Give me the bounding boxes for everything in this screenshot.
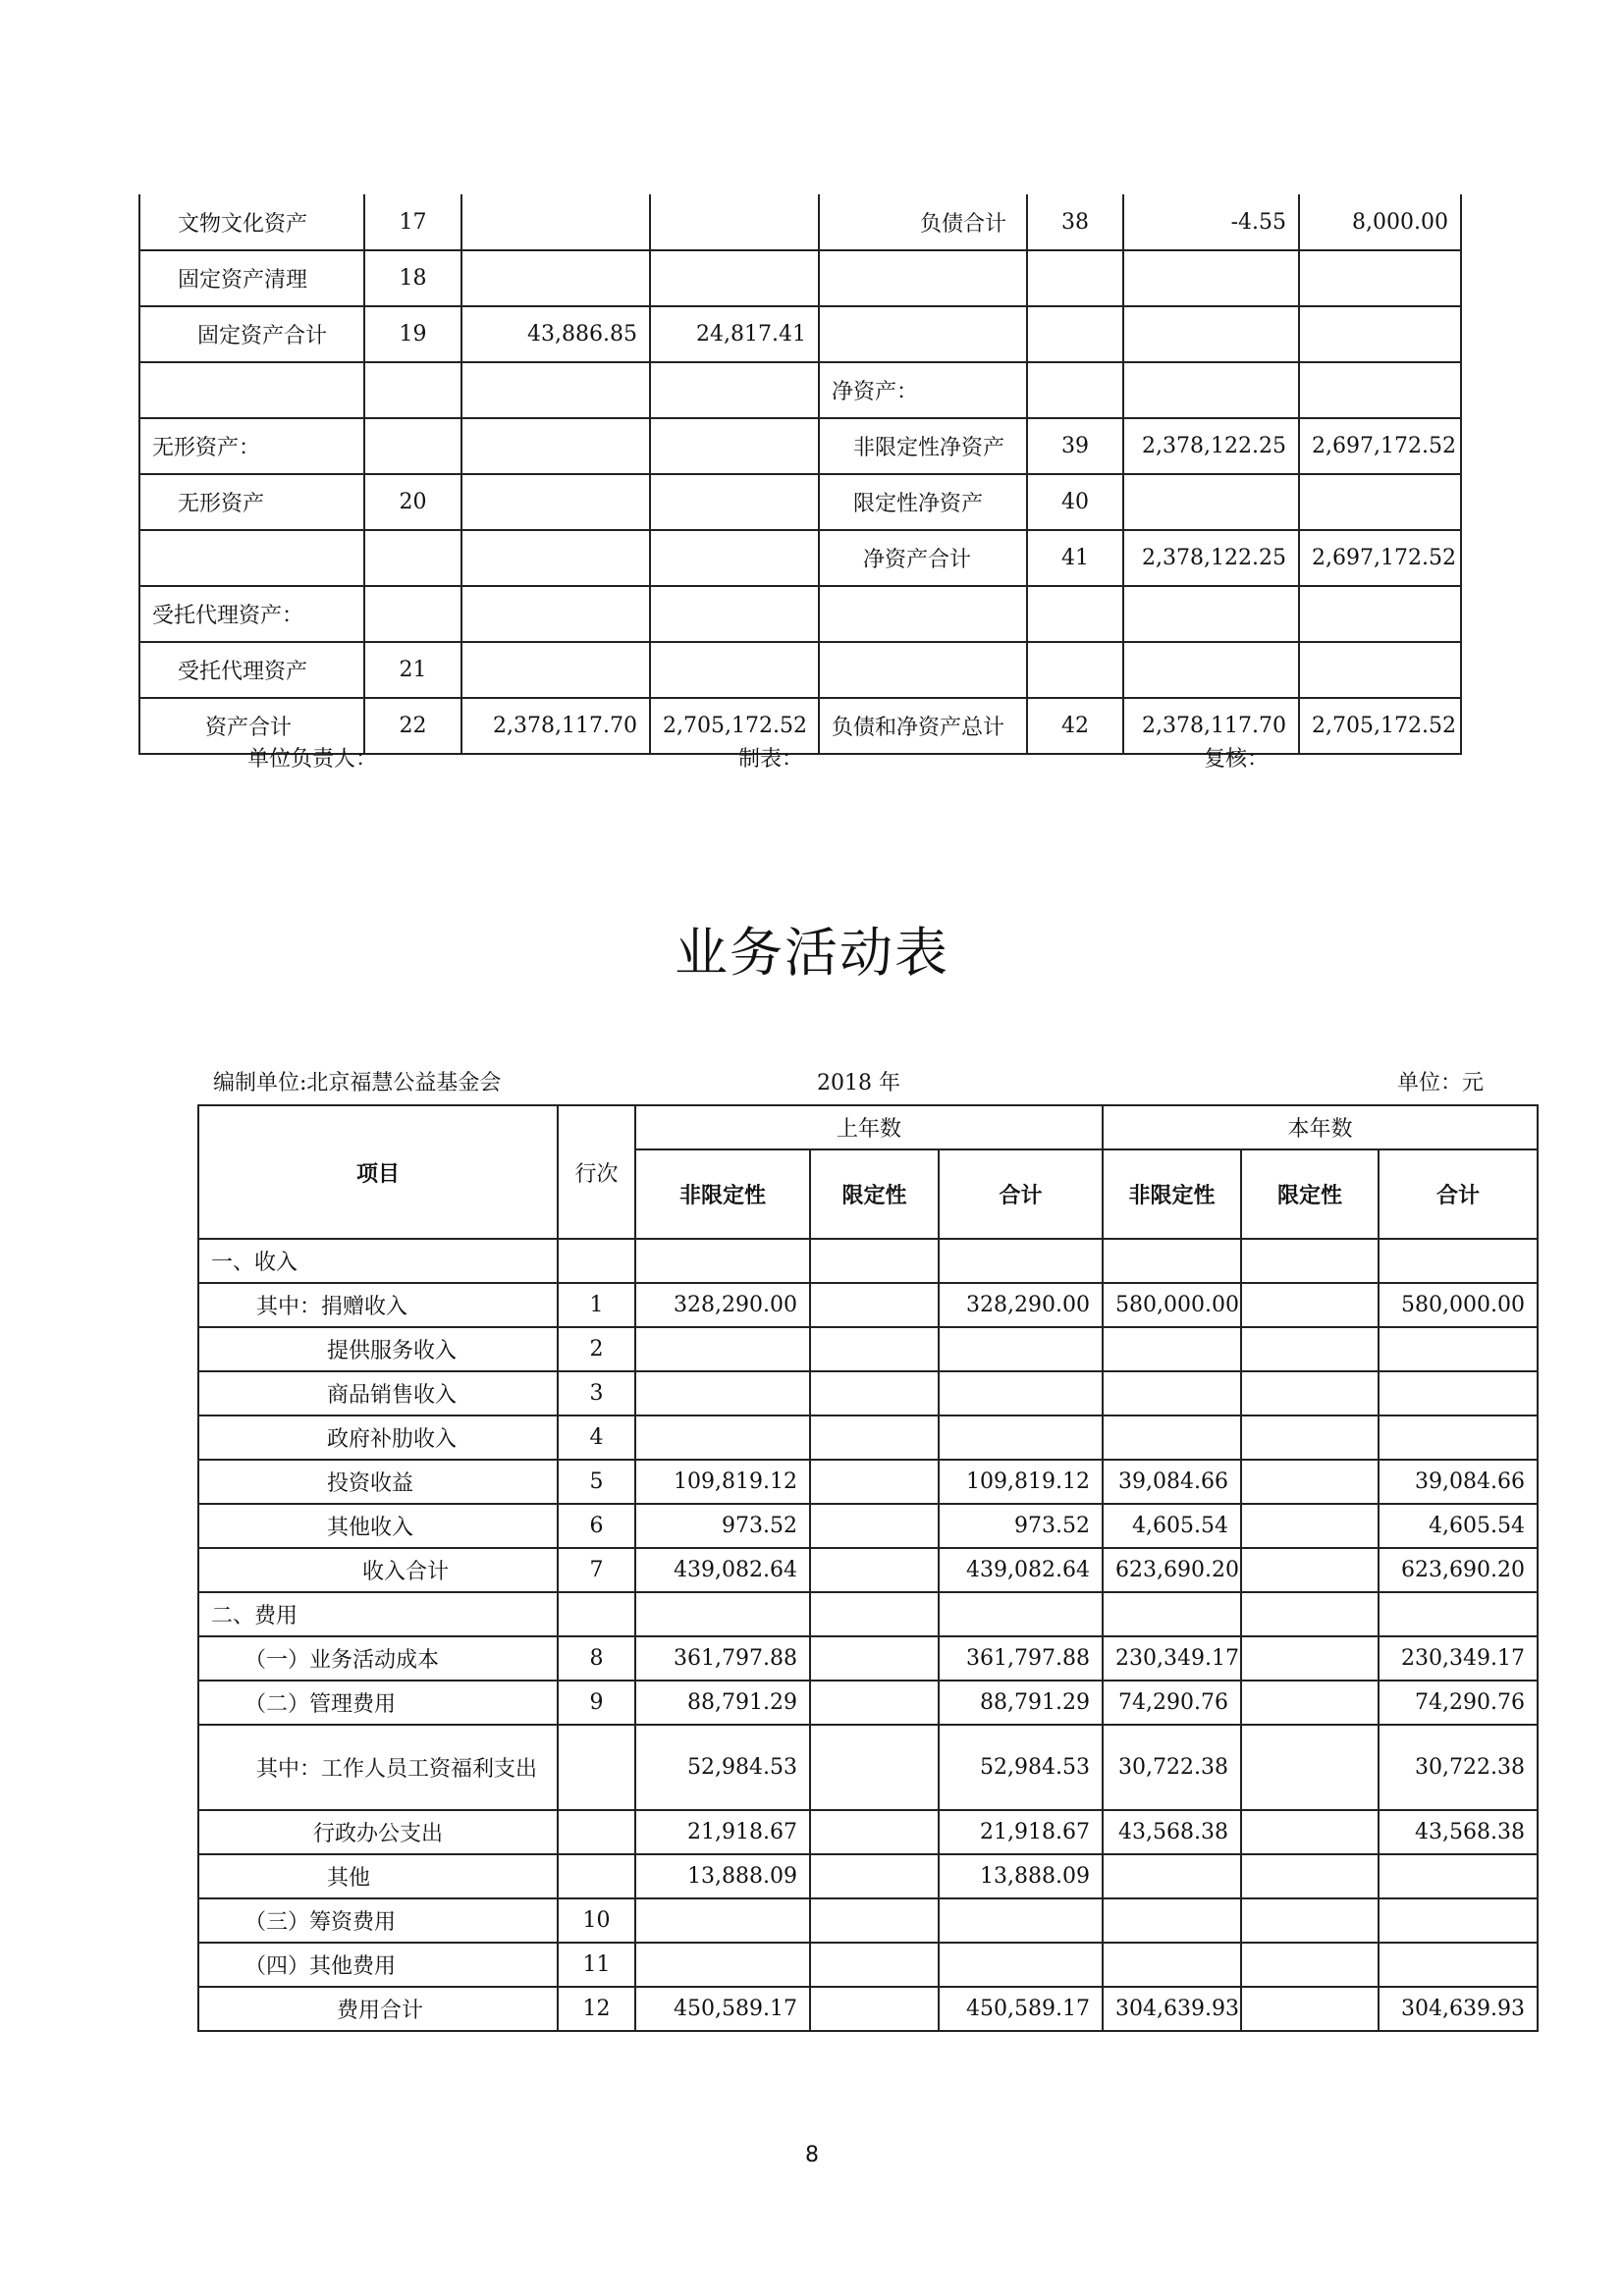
table-cell: 580,000.00 [1379,1283,1538,1327]
table-cell [461,586,650,642]
table-cell [1379,1239,1538,1283]
table-cell [1241,1725,1379,1810]
header-prev-unrestricted: 非限定性 [635,1149,810,1239]
table-cell [810,1460,939,1504]
table-cell [1241,1327,1379,1371]
header-prev-year: 上年数 [635,1105,1103,1149]
table-cell [364,530,461,586]
table-cell: 230,349.17 [1103,1636,1241,1681]
table-cell: 41 [1027,530,1123,586]
table-cell [558,1725,635,1810]
table-cell: 8,000.00 [1299,194,1461,250]
table-cell: 22 [364,698,461,754]
table-cell: 20 [364,474,461,530]
table-cell: 304,639.93 [1379,1987,1538,2031]
table-row [198,1460,1538,1504]
table-cell: 21,918.67 [635,1810,810,1854]
table-cell [1027,250,1123,306]
table-row [139,194,1461,250]
table-row [198,1504,1538,1548]
table-cell [1241,1592,1379,1636]
header-this-total: 合计 [1379,1149,1538,1239]
table-cell: 13,888.09 [939,1854,1103,1898]
header-this-unrestricted: 非限定性 [1103,1149,1241,1239]
table-cell [1241,1504,1379,1548]
table-cell: 21 [364,642,461,698]
table-cell [810,1943,939,1987]
table-cell: 政府补肋收入 [198,1415,558,1460]
page-title: 业务活动表 [675,922,949,984]
table-cell: 受托代理资产： [139,586,364,642]
table-cell [810,1283,939,1327]
currency-unit: 单位：元 [1397,1071,1485,1095]
table-cell [1379,1327,1538,1371]
table-row [139,362,1461,418]
table-cell [1241,1943,1379,1987]
table-cell [1379,1592,1538,1636]
table-cell [939,1415,1103,1460]
table-cell: 88,791.29 [635,1681,810,1725]
table-cell [819,306,1027,362]
table-cell: （二）管理费用 [198,1681,558,1725]
table-cell [461,250,650,306]
table-row [198,1239,1538,1283]
table-cell: 450,589.17 [635,1987,810,2031]
table-cell [139,530,364,586]
table-row [198,1725,1538,1810]
table-cell: 12 [558,1987,635,2031]
table-cell: 负债和净资产总计 [819,698,1027,754]
table-row [139,306,1461,362]
table-row [139,250,1461,306]
table-cell [364,586,461,642]
table-cell [1379,1854,1538,1898]
table-cell: 42 [1027,698,1123,754]
table-cell [810,1327,939,1371]
table-row [198,1327,1538,1371]
table-row [198,1283,1538,1327]
header-this-year: 本年数 [1103,1105,1538,1149]
table-cell [461,530,650,586]
table-row [198,1810,1538,1854]
table-cell: 38 [1027,194,1123,250]
table-cell: 8 [558,1636,635,1681]
table-cell [635,1898,810,1943]
table-cell: 费用合计 [198,1987,558,2031]
table-cell: 4,605.54 [1379,1504,1538,1548]
table-cell: 623,690.20 [1379,1548,1538,1592]
table-cell: 361,797.88 [635,1636,810,1681]
table-cell: 623,690.20 [1103,1548,1241,1592]
table-cell: 21,918.67 [939,1810,1103,1854]
table-cell [1299,250,1461,306]
table-cell: 提供服务收入 [198,1327,558,1371]
table-cell: 2,705,172.52 [1299,698,1461,754]
table-cell: 1 [558,1283,635,1327]
table-cell: 450,589.17 [939,1987,1103,2031]
table-cell: 2 [558,1327,635,1371]
table-cell [650,418,819,474]
table-cell [1103,1854,1241,1898]
table-cell: 资产合计 [139,698,364,754]
table-cell: 负债合计 [819,194,1027,250]
table-cell: 5 [558,1460,635,1504]
table-cell: 74,290.76 [1103,1681,1241,1725]
table-cell: 39,084.66 [1379,1460,1538,1504]
table-cell [1103,1943,1241,1987]
table-cell [1123,306,1299,362]
table-cell [1241,1810,1379,1854]
table-cell: 限定性净资产 [819,474,1027,530]
table-row [198,1636,1538,1681]
table-cell: 973.52 [635,1504,810,1548]
table-cell: 43,568.38 [1379,1810,1538,1854]
table-cell [1241,1415,1379,1460]
table-row [139,530,1461,586]
table-cell [461,418,650,474]
table-cell [810,1898,939,1943]
table-cell [650,642,819,698]
balance-sheet-table [138,194,1462,755]
table-cell [1299,362,1461,418]
table-cell [1027,642,1123,698]
table-cell [635,1239,810,1283]
table-cell: 10 [558,1898,635,1943]
table-cell: 40 [1027,474,1123,530]
table-cell: 52,984.53 [635,1725,810,1810]
table-cell [635,1592,810,1636]
table-cell [1241,1239,1379,1283]
table-cell: 投资收益 [198,1460,558,1504]
table-cell: 净资产： [819,362,1027,418]
table-cell: 43,568.38 [1103,1810,1241,1854]
table-cell: 净资产合计 [819,530,1027,586]
table-cell: 973.52 [939,1504,1103,1548]
table-row [198,1548,1538,1592]
table-cell [810,1504,939,1548]
signature-reviewer: 复核： [1204,747,1270,772]
table-cell [558,1810,635,1854]
table-cell: 二、费用 [198,1592,558,1636]
table-cell: 固定资产合计 [139,306,364,362]
table-cell: 328,290.00 [635,1283,810,1327]
table-cell [1103,1327,1241,1371]
table-cell [558,1854,635,1898]
table-cell [364,418,461,474]
table-cell: 17 [364,194,461,250]
table-cell [650,362,819,418]
table-cell: （三）筹资费用 [198,1898,558,1943]
table-cell [939,1943,1103,1987]
table-cell [1299,642,1461,698]
table-cell [364,362,461,418]
table-cell: 30,722.38 [1379,1725,1538,1810]
table-cell: 580,000.00 [1103,1283,1241,1327]
table-row [139,474,1461,530]
table-cell [810,1636,939,1681]
table-cell [1299,586,1461,642]
table-cell [1103,1239,1241,1283]
table-row [198,1592,1538,1636]
header-line: 行次 [558,1105,635,1239]
table-cell [635,1327,810,1371]
org-name: 编制单位:北京福慧公益基金会 [213,1071,502,1095]
table-cell [810,1548,939,1592]
table-cell: 其中：捐赠收入 [198,1283,558,1327]
table-cell: 3 [558,1371,635,1415]
table-cell: 109,819.12 [939,1460,1103,1504]
table-cell: 39,084.66 [1103,1460,1241,1504]
table-cell: 2,697,172.52 [1299,530,1461,586]
signature-head: 单位负责人： [247,747,378,772]
table-cell [1299,474,1461,530]
table-cell [939,1592,1103,1636]
signature-preparer: 制表： [738,747,804,772]
table-cell [1241,1371,1379,1415]
table-cell [1123,642,1299,698]
table-cell [1241,1987,1379,2031]
table-cell [810,1681,939,1725]
table-cell: 13,888.09 [635,1854,810,1898]
table-cell: 328,290.00 [939,1283,1103,1327]
table-cell [1241,1898,1379,1943]
table-cell [1379,1943,1538,1987]
table-cell [939,1239,1103,1283]
table-cell [810,1415,939,1460]
table-cell [1241,1854,1379,1898]
table-cell [1103,1415,1241,1460]
table-cell: 无形资产 [139,474,364,530]
table-cell: 439,082.64 [939,1548,1103,1592]
table-row [139,418,1461,474]
table-cell [1123,474,1299,530]
table-cell [650,194,819,250]
table-cell: 24,817.41 [650,306,819,362]
table-cell [819,250,1027,306]
table-row [198,1681,1538,1725]
table-cell: 2,378,117.70 [461,698,650,754]
table-cell [1123,586,1299,642]
table-cell [1241,1548,1379,1592]
table-cell: 43,886.85 [461,306,650,362]
table-cell [1123,250,1299,306]
table-cell [461,474,650,530]
table-cell [1379,1898,1538,1943]
table-cell [1123,362,1299,418]
header-prev-restricted: 限定性 [810,1149,939,1239]
table-cell: 439,082.64 [635,1548,810,1592]
report-year: 2018 年 [817,1071,900,1095]
table-cell: 行政办公支出 [198,1810,558,1854]
table-cell [461,642,650,698]
table-row [198,1943,1538,1987]
table-row [198,1854,1538,1898]
table-cell: 230,349.17 [1379,1636,1538,1681]
table-cell: 19 [364,306,461,362]
table-cell [650,530,819,586]
table-row [139,586,1461,642]
table-cell [1027,362,1123,418]
table-cell: 无形资产： [139,418,364,474]
table-cell [810,1810,939,1854]
table-cell [819,642,1027,698]
table-cell [1241,1636,1379,1681]
table-cell: 受托代理资产 [139,642,364,698]
table-row [198,1415,1538,1460]
table-row [139,642,1461,698]
table-cell [635,1943,810,1987]
table-cell [461,194,650,250]
table-cell: 361,797.88 [939,1636,1103,1681]
table-cell [1241,1460,1379,1504]
page-number: 8 [805,2143,819,2167]
table-cell: 4,605.54 [1103,1504,1241,1548]
table-cell: 2,378,122.25 [1123,530,1299,586]
table-cell [810,1371,939,1415]
table-cell: 109,819.12 [635,1460,810,1504]
table-cell: -4.55 [1123,194,1299,250]
table-cell: 固定资产清理 [139,250,364,306]
table-cell [810,1854,939,1898]
table-cell [650,250,819,306]
table-cell: 2,697,172.52 [1299,418,1461,474]
table-cell [819,586,1027,642]
table-cell [810,1239,939,1283]
table-cell: 52,984.53 [939,1725,1103,1810]
table-cell [461,362,650,418]
table-cell: 18 [364,250,461,306]
table-cell: 收入合计 [198,1548,558,1592]
table-cell [558,1239,635,1283]
table-cell: 9 [558,1681,635,1725]
table-row [198,1371,1538,1415]
table-cell [1241,1681,1379,1725]
table-cell: 其他 [198,1854,558,1898]
table-cell: 88,791.29 [939,1681,1103,1725]
table-cell: 11 [558,1943,635,1987]
table-cell: 其中：工作人员工资福利支出 [198,1725,558,1810]
table-cell [1299,306,1461,362]
table-cell [810,1592,939,1636]
table-cell [939,1327,1103,1371]
table-cell: 一、收入 [198,1239,558,1283]
table-cell [1103,1898,1241,1943]
table-cell: 非限定性净资产 [819,418,1027,474]
table-cell: 2,378,117.70 [1123,698,1299,754]
table-cell: 30,722.38 [1103,1725,1241,1810]
table-cell [650,474,819,530]
table-cell [1027,586,1123,642]
table-cell [1027,306,1123,362]
table-cell [1241,1283,1379,1327]
table-cell [635,1371,810,1415]
table-cell [650,586,819,642]
table-cell [139,362,364,418]
table-cell: 商品销售收入 [198,1371,558,1415]
table-cell: 文物文化资产 [139,194,364,250]
table-cell: （四）其他费用 [198,1943,558,1987]
table-cell: 74,290.76 [1379,1681,1538,1725]
activity-table [197,1104,1539,2032]
table-cell: 2,378,122.25 [1123,418,1299,474]
table-cell: 6 [558,1504,635,1548]
table-cell: 2,705,172.52 [650,698,819,754]
table-cell [1379,1371,1538,1415]
table-cell [939,1898,1103,1943]
table-cell: （一）业务活动成本 [198,1636,558,1681]
table-row [198,1987,1538,2031]
table-cell [939,1371,1103,1415]
table-row [198,1898,1538,1943]
table-cell [558,1592,635,1636]
table-cell [810,1725,939,1810]
table-cell: 其他收入 [198,1504,558,1548]
table-cell [1103,1371,1241,1415]
table-cell: 304,639.93 [1103,1987,1241,2031]
header-prev-total: 合计 [939,1149,1103,1239]
table-cell [810,1987,939,2031]
table-cell [1103,1592,1241,1636]
header-item: 项目 [198,1105,558,1239]
table-cell: 39 [1027,418,1123,474]
header-this-restricted: 限定性 [1241,1149,1379,1239]
table-cell [1379,1415,1538,1460]
table-cell: 7 [558,1548,635,1592]
table-cell [635,1415,810,1460]
table-cell: 4 [558,1415,635,1460]
